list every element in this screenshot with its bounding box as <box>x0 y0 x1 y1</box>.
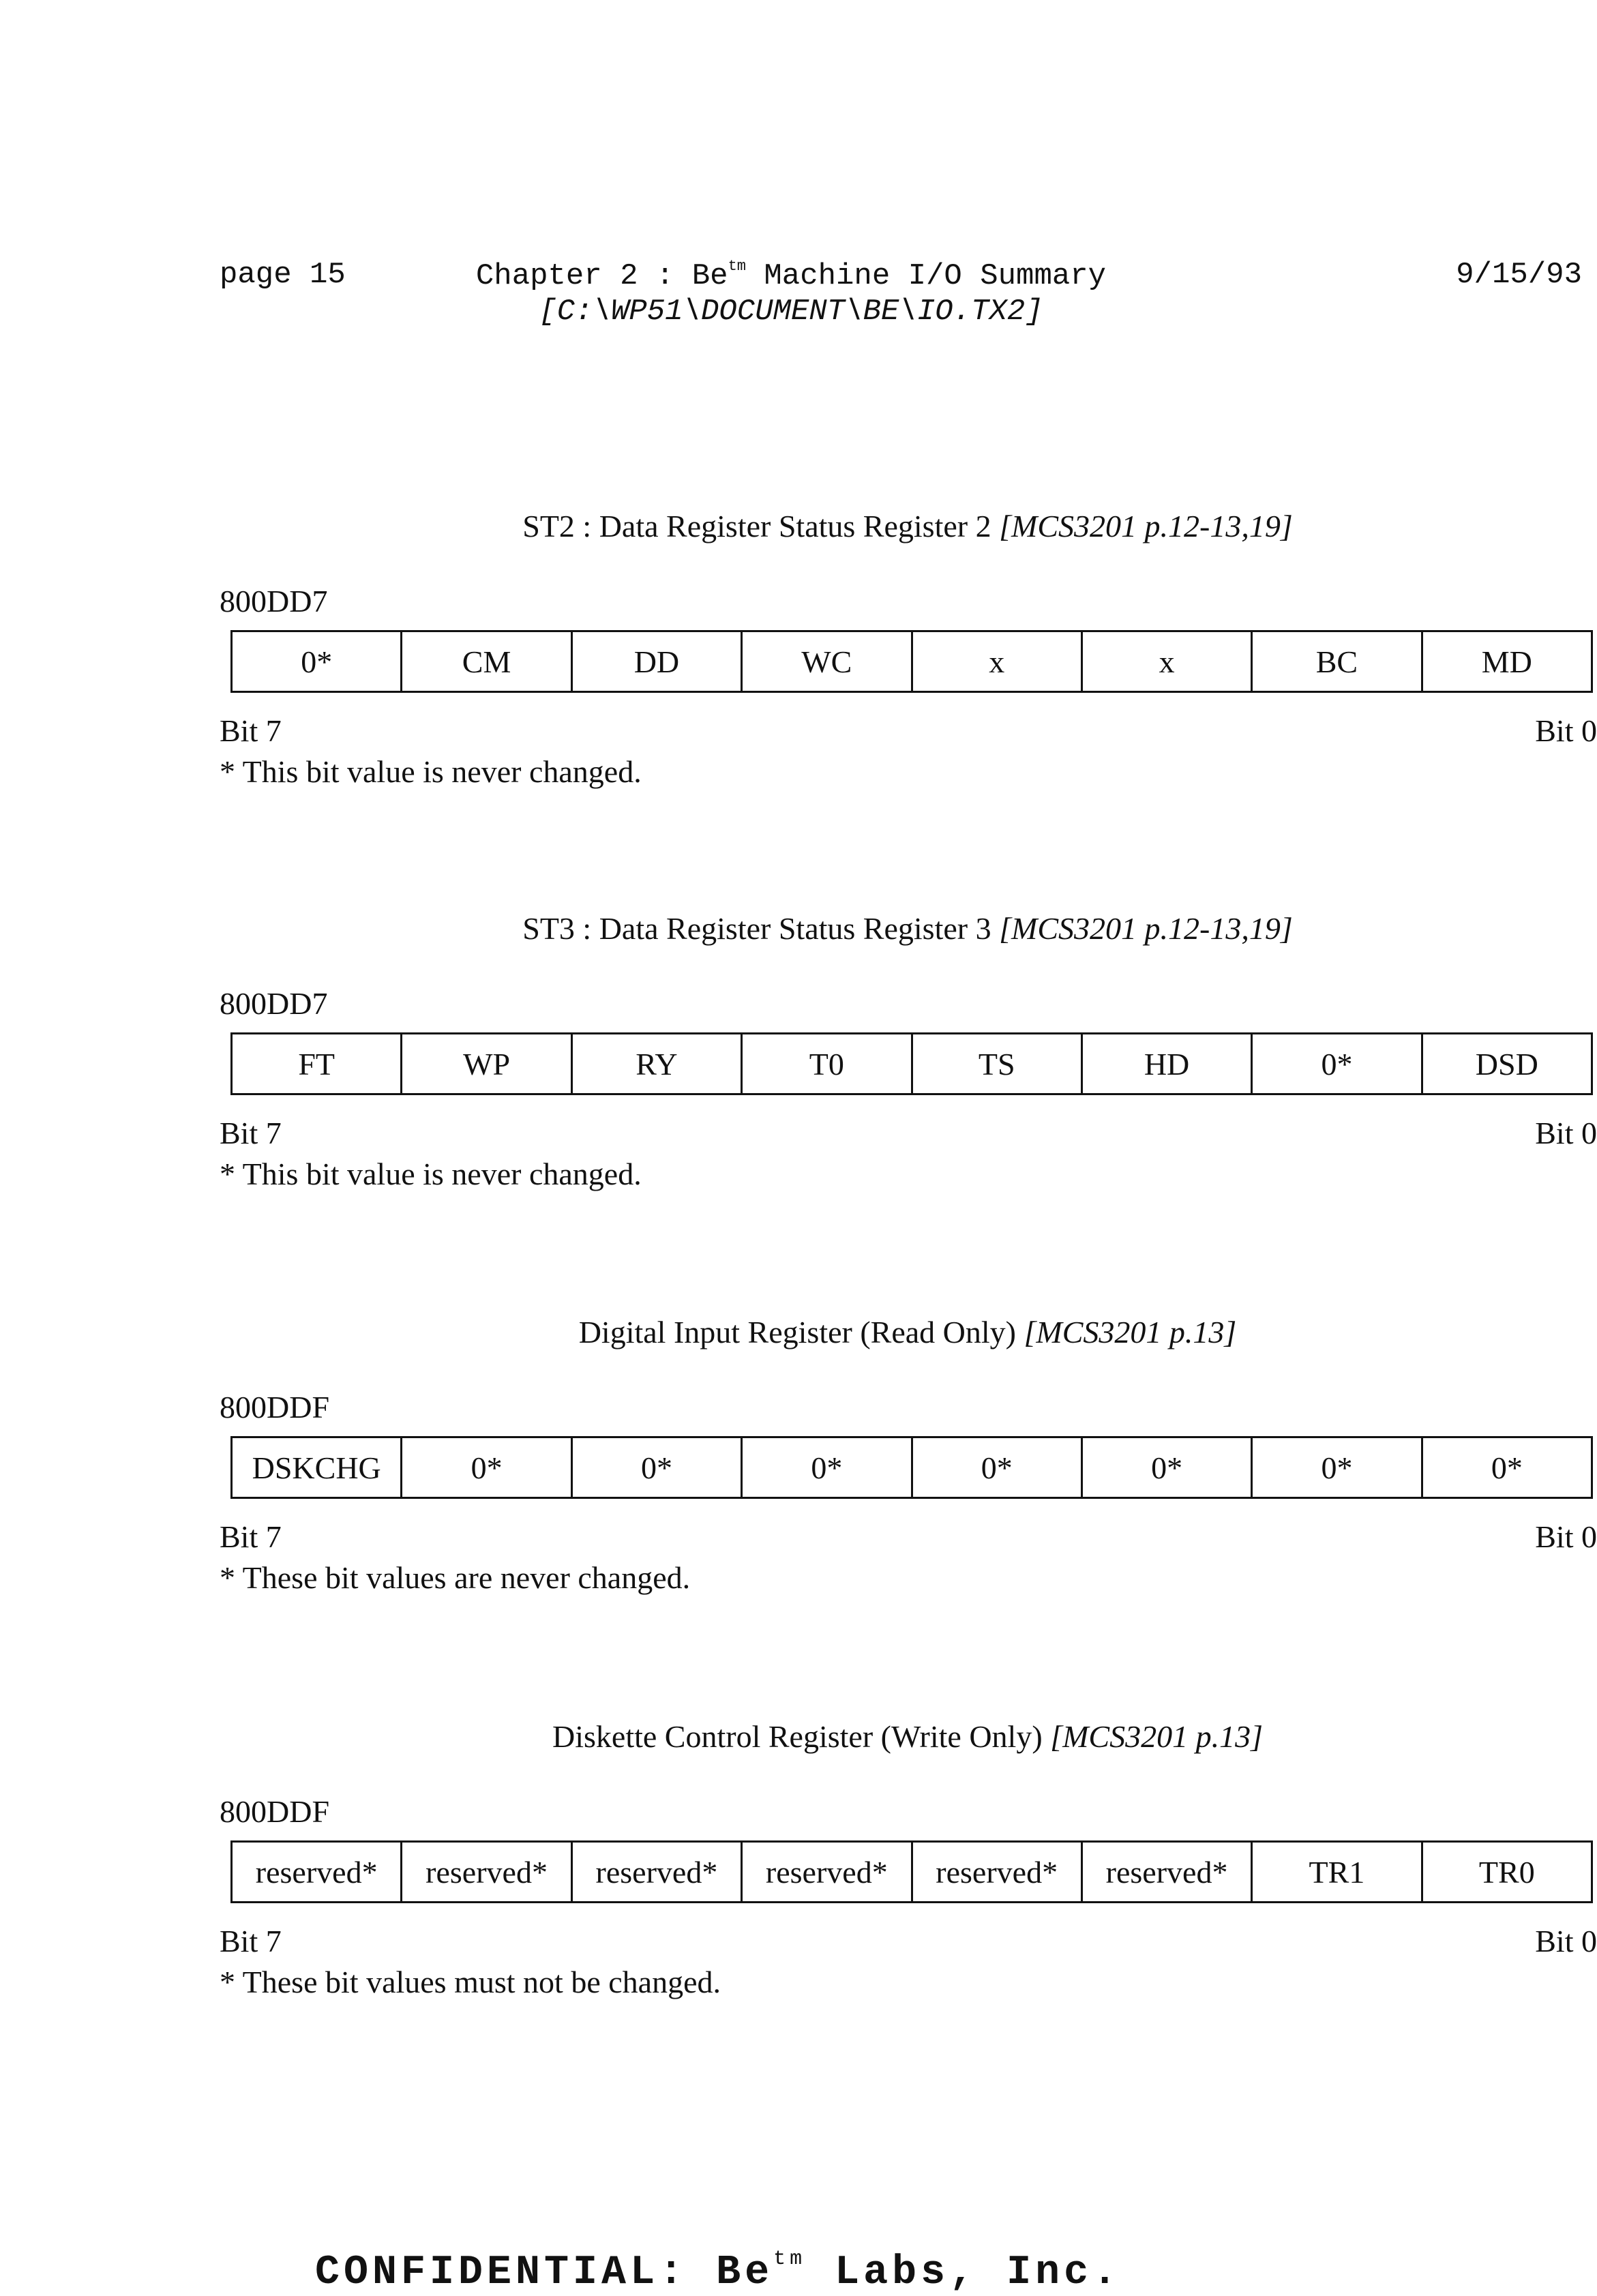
bit-cell: 0* <box>912 1437 1081 1498</box>
chapter-title: Chapter 2 : $Be^{tm}$ Machine I/O Summary <box>475 258 1107 293</box>
register-title: ST2 : Data Register Status Register 2 [MCS3201 p.12-13,19] <box>522 509 1293 543</box>
bit-cell: DD <box>571 631 741 692</box>
bit-cell: x <box>1081 631 1251 692</box>
bit-cell: TR0 <box>1422 1842 1592 1903</box>
bit-7-label: Bit 7 <box>220 1116 282 1150</box>
bit-cell: HD <box>1081 1034 1251 1094</box>
bit-cell: reserved* <box>402 1842 571 1903</box>
bit-cell: 0* <box>1252 1437 1422 1498</box>
bit-cell: TR1 <box>1252 1842 1422 1903</box>
register-address: 800DD7 <box>220 584 328 618</box>
bit-cell: FT <box>232 1034 402 1094</box>
bit-7-label: Bit 7 <box>220 1519 282 1554</box>
bit-0-label: Bit 0 <box>1535 1519 1597 1554</box>
bit-cell: WP <box>402 1034 571 1094</box>
bit-cell: x <box>912 631 1081 692</box>
register-note: * These bit values are never changed. <box>220 1560 691 1595</box>
bit-cell: TS <box>912 1034 1081 1094</box>
bit-cell: RY <box>571 1034 741 1094</box>
document-date: 9/15/93 <box>1456 258 1582 292</box>
register-note: * These bit values must not be changed. <box>220 1965 721 1999</box>
page-number: page 15 <box>220 258 346 292</box>
bit-cell: DSD <box>1422 1034 1592 1094</box>
register-bit-table <box>230 630 1593 693</box>
bit-cell: reserved* <box>1081 1842 1251 1903</box>
bit-cell: BC <box>1252 631 1422 692</box>
bit-cell: T0 <box>742 1034 912 1094</box>
bit-cell: CM <box>402 631 571 692</box>
confidential-footer: CONFIDENTIAL: $Be^{tm}$ Labs, Inc. <box>315 2248 1122 2296</box>
register-note: * This bit value is never changed. <box>220 754 642 789</box>
bit-cell: MD <box>1422 631 1592 692</box>
bit-cell: 0* <box>232 631 402 692</box>
bit-cell: 0* <box>1252 1034 1422 1094</box>
bit-cell: WC <box>742 631 912 692</box>
register-note: * This bit value is never changed. <box>220 1157 642 1191</box>
register-bit-table <box>230 1436 1593 1499</box>
bit-7-label: Bit 7 <box>220 713 282 748</box>
bit-cell: reserved* <box>232 1842 402 1903</box>
register-title: ST3 : Data Register Status Register 3 [MCS3201 p.12-13,19] <box>522 911 1293 946</box>
register-bit-table <box>230 1032 1593 1095</box>
bit-cell: DSKCHG <box>232 1437 402 1498</box>
bit-cell: 0* <box>1081 1437 1251 1498</box>
bit-cell: 0* <box>742 1437 912 1498</box>
register-address: 800DD7 <box>220 986 328 1021</box>
file-path: [C:\WP51\DOCUMENT\BE\IO.TX2] <box>539 295 1043 329</box>
bit-cell: reserved* <box>571 1842 741 1903</box>
register-title: Digital Input Register (Read Only) [MCS3201 p.13] <box>578 1315 1237 1350</box>
bit-7-label: Bit 7 <box>220 1924 282 1958</box>
bit-cell: reserved* <box>912 1842 1081 1903</box>
register-address: 800DDF <box>220 1390 330 1425</box>
bit-0-label: Bit 0 <box>1535 1924 1597 1958</box>
bit-cell: 0* <box>1422 1437 1592 1498</box>
register-address: 800DDF <box>220 1794 330 1829</box>
bit-cell: 0* <box>571 1437 741 1498</box>
bit-cell: reserved* <box>742 1842 912 1903</box>
register-bit-table <box>230 1840 1593 1903</box>
bit-cell: 0* <box>402 1437 571 1498</box>
bit-0-label: Bit 0 <box>1535 1116 1597 1150</box>
bit-0-label: Bit 0 <box>1535 713 1597 748</box>
register-title: Diskette Control Register (Write Only) [MCS3201 p.13] <box>552 1719 1263 1754</box>
